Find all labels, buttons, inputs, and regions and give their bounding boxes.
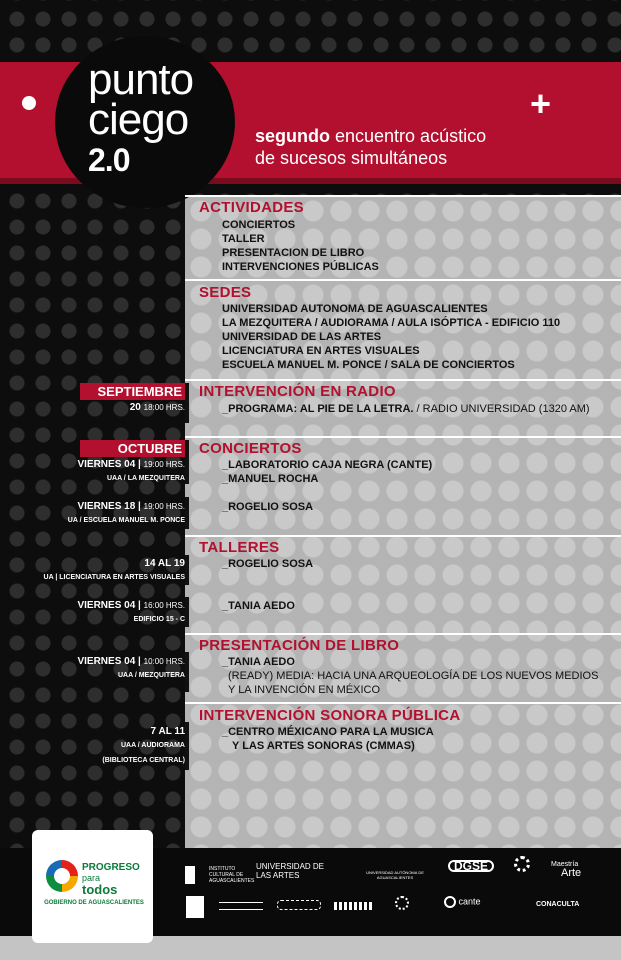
list-item: UNIVERSIDAD AUTONOMA DE AGUASCALIENTES [222, 303, 488, 315]
sponsor-uaa: UNIVERSIDAD AUTÓNOMA DE AGUASCALIENTES [366, 870, 424, 880]
section-title-conciertos: CONCIERTOS [199, 440, 302, 457]
time-text: 19:00 HRS. [143, 502, 185, 511]
event-date: VIERNES 04 | 16:00 HRS. [77, 600, 185, 611]
sponsor-udla: UNIVERSIDAD DE LAS ARTES [256, 862, 325, 880]
timeline-bar [185, 383, 189, 423]
event-date [144, 558, 185, 569]
section-divider [185, 436, 621, 438]
government-logo-card [32, 830, 153, 943]
event-place: UA | LICENCIATURA EN ARTES VISUALES [43, 574, 185, 581]
list-item: _ROGELIO SOSA [222, 501, 314, 513]
time-text: 10:00 HRS. [143, 657, 185, 666]
list-item: CONCIERTOS [222, 219, 296, 231]
section-title-sonora: INTERVENCIÓN SONORA PÚBLICA [199, 707, 461, 724]
section-title-radio: INTERVENCIÓN EN RADIO [199, 383, 396, 400]
timeline-bar [185, 497, 189, 529]
sponsor-ica: INSTITUTO CULTURAL DE AGUASCALIENTES [185, 866, 245, 884]
list-item: INTERVENCIONES PÚBLICAS [222, 261, 379, 273]
dot-icon [22, 96, 36, 110]
section-title-talleres: TALLERES [199, 539, 280, 556]
event-place: (BIBLIOTECA CENTRAL) [102, 757, 185, 764]
sponsor-mark-icon [186, 896, 204, 918]
list-item: _MANUEL ROCHA [222, 473, 319, 485]
event-date [130, 402, 185, 413]
section-divider [185, 702, 621, 704]
event-subtitle [255, 125, 486, 169]
timeline-bar [185, 722, 189, 770]
month-label-octubre: OCTUBRE [80, 440, 185, 457]
sponsor-mark-icon [277, 900, 321, 910]
subtitle-rest: encuentro acústico [330, 126, 487, 146]
event-date: VIERNES 04 | 10:00 HRS. [77, 656, 185, 667]
section-title-sedes: SEDES [199, 284, 252, 301]
timeline-bar [185, 555, 189, 585]
event-place: EDIFICIO 15 - C [133, 616, 185, 623]
sponsor-dgse: DGSE [448, 860, 494, 872]
program-name: _PROGRAMA: AL PIE DE LA LETRA. [222, 403, 414, 415]
month-label-septiembre: SEPTIEMBRE [80, 383, 185, 400]
list-item: LA MEZQUITERA / AUDIORAMA / AULA ISÓPTICA - EDIFICIO 110 [222, 317, 561, 329]
logo-line2: ciego [88, 95, 189, 144]
station-name: / RADIO UNIVERSIDAD (1320 AM) [413, 403, 590, 415]
maestria-line1: Maestría [551, 861, 579, 868]
event-date: VIERNES 04 | 19:00 HRS. [77, 459, 185, 470]
sponsor-mark-icon [219, 902, 263, 910]
time-text: 16:00 HRS. [143, 601, 185, 610]
date-text: 20 [129, 402, 141, 413]
list-item [222, 403, 590, 415]
event-place: UAA / MEZQUITERA [117, 672, 185, 679]
list-item: UNIVERSIDAD DE LAS ARTES [222, 331, 382, 343]
event-date [151, 726, 185, 737]
gov-title-line3: todos [82, 882, 118, 897]
gov-title [82, 862, 140, 895]
logo-version: 2.0 [88, 142, 130, 178]
list-item: _LABORATORIO CAJA NEGRA (CANTE) [222, 459, 433, 471]
section-divider [185, 633, 621, 635]
book-title: (READY) MEDIA: HACIA UNA ARQUEOLOGÍA DE LOS NUEVOS MEDIOS [228, 670, 599, 682]
subtitle-line2: de sucesos simultáneos [255, 148, 448, 168]
list-item: Y LAS ARTES SONORAS (CMMAS) [232, 740, 415, 752]
event-place: UAA / AUDIORAMA [120, 742, 185, 749]
timeline-bar [185, 440, 189, 484]
date-text: VIERNES 04 [77, 656, 136, 667]
list-item: PRESENTACION DE LIBRO [222, 247, 365, 259]
subtitle-bold: segundo [255, 126, 330, 146]
list-item: _TANIA AEDO [222, 600, 295, 612]
section-divider [185, 379, 621, 381]
sponsor-maestria [551, 860, 581, 878]
cante-icon [444, 896, 456, 908]
timeline-bar [185, 597, 189, 627]
event-logo [88, 55, 194, 180]
gov-title-line2: para [82, 873, 101, 883]
book-title: Y LA INVENCIÓN EN MÉXICO [228, 684, 381, 696]
date-text: VIERNES 04 [77, 459, 136, 470]
progreso-logo-icon [46, 860, 78, 892]
sponsor-conaculta: CONACULTA [536, 901, 580, 908]
timeline-bar [185, 652, 189, 692]
plus-icon: + [530, 83, 552, 124]
event-place: UA / ESCUELA MANUEL M. PONCE [67, 517, 185, 524]
list-item: TALLER [222, 233, 265, 245]
sponsor-mark-icon [334, 902, 374, 910]
list-item: ESCUELA MANUEL M. PONCE / SALA DE CONCIERTOS [222, 359, 515, 371]
section-divider [185, 535, 621, 537]
maestria-line2: Arte [561, 867, 582, 879]
event-place: UAA / LA MEZQUITERA [106, 475, 185, 482]
section-title-actividades: ACTIVIDADES [199, 199, 304, 216]
list-item: _TANIA AEDO [222, 656, 295, 668]
section-divider [185, 195, 621, 197]
date-text: VIERNES 04 [77, 600, 136, 611]
date-text: VIERNES 18 [77, 501, 136, 512]
logo-line1: punto [88, 55, 194, 104]
list-item: _CENTRO MÉXICANO PARA LA MUSICA [222, 726, 434, 738]
sponsor-mark-icon [395, 896, 409, 910]
time-text: 19:00 HRS. [143, 460, 185, 469]
gov-subtitle: GOBIERNO DE AGUASCALIENTES [44, 900, 144, 906]
section-title-libro: PRESENTACIÓN DE LIBRO [199, 637, 400, 654]
date-text: 7 AL 11 [150, 726, 185, 737]
section-divider [185, 279, 621, 281]
cante-label: cante [458, 896, 481, 907]
event-date: VIERNES 18 | 19:00 HRS. [77, 501, 185, 512]
time-text: 18:00 HRS. [143, 403, 185, 412]
list-item: LICENCIATURA EN ARTES VISUALES [222, 345, 420, 357]
sponsor-cante [444, 896, 481, 908]
date-text: 14 AL 19 [144, 558, 185, 569]
sponsor-seal-icon [514, 856, 530, 872]
gov-title-line1: PROGRESO [82, 862, 140, 873]
list-item: _ROGELIO SOSA [222, 558, 314, 570]
